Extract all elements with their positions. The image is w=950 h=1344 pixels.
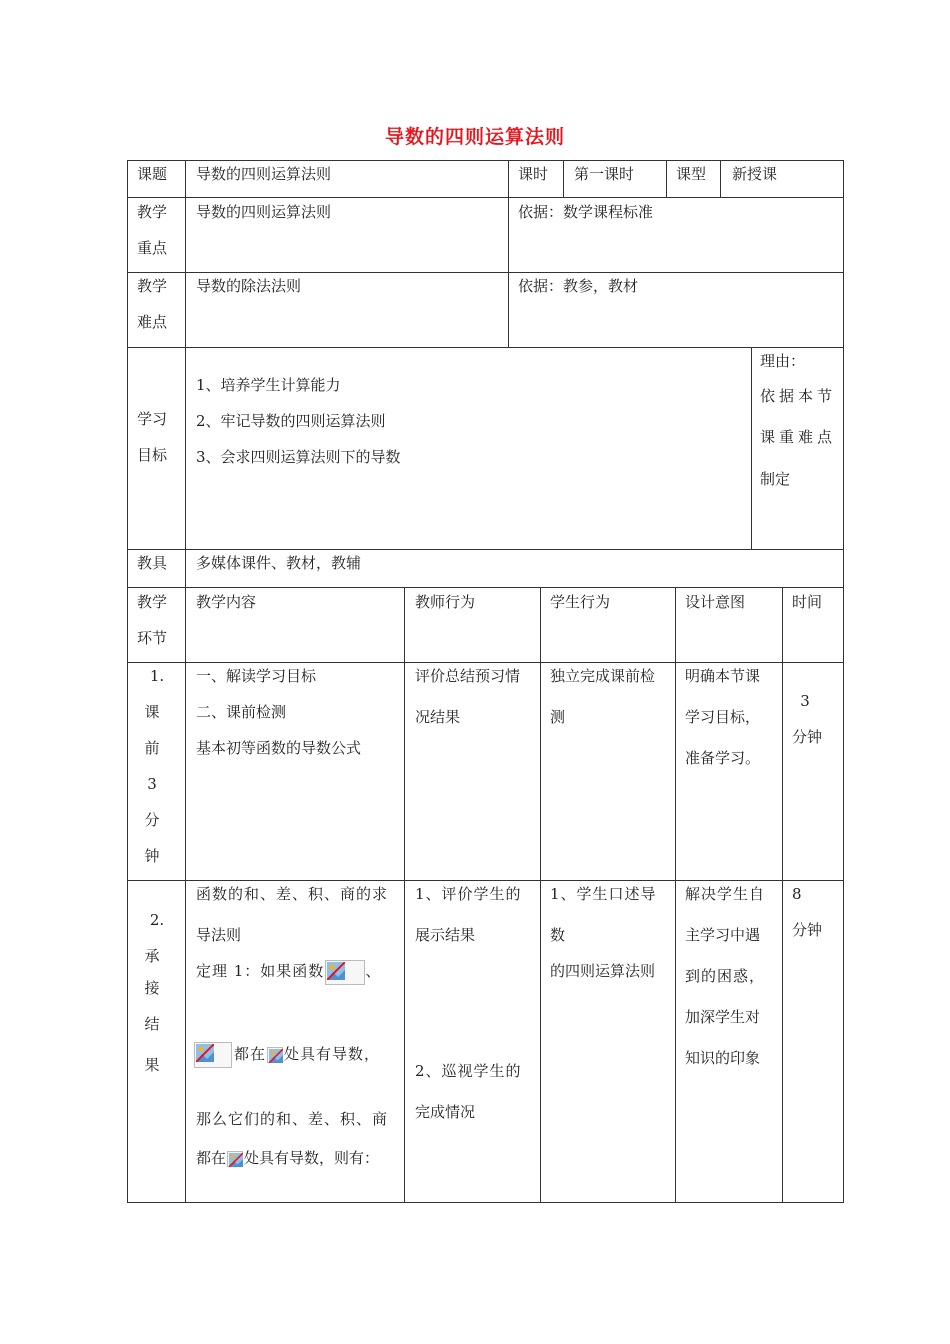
stage-text: 2. xyxy=(149,911,165,929)
formula-image-icon xyxy=(194,1042,232,1068)
intent-text: 学习目标， xyxy=(685,708,761,726)
time-text: 分钟 xyxy=(792,921,823,939)
col-divider xyxy=(508,160,509,347)
separator-text: 、 xyxy=(365,962,382,980)
content-fragment: 处具有导数，则有： xyxy=(244,1149,380,1167)
goals-reason: 依据本节 xyxy=(760,387,837,405)
student-text: 测 xyxy=(550,708,566,726)
period-value: 第一课时 xyxy=(574,165,635,183)
content-text xyxy=(196,953,381,989)
col-divider xyxy=(185,160,186,1203)
teacher-text: 评价总结预习情 xyxy=(415,667,521,685)
teacher-text: 况结果 xyxy=(415,708,461,726)
tools-value: 多媒体课件、教材，教辅 xyxy=(196,554,362,572)
col-divider xyxy=(404,587,405,1203)
subject-label: 课题 xyxy=(137,165,168,183)
content-text: 导法则 xyxy=(196,926,242,944)
col-student-header: 学生行为 xyxy=(550,593,611,611)
tools-label: 教具 xyxy=(137,554,168,572)
intent-text: 准备学习。 xyxy=(685,749,761,767)
time-text: 分钟 xyxy=(792,728,823,746)
intent-text: 到的困惑， xyxy=(685,967,766,985)
goal-item: 2、牢记导数的四则运算法则 xyxy=(196,412,386,430)
intent-text: 知识的印象 xyxy=(685,1049,761,1067)
content-text: 基本初等函数的导数公式 xyxy=(196,739,362,757)
stage-text: 结 xyxy=(144,1015,160,1033)
col-divider xyxy=(751,347,752,549)
student-text: 独立完成课前检 xyxy=(550,667,656,685)
col-content-header: 教学内容 xyxy=(196,593,257,611)
col-divider xyxy=(563,160,564,197)
time-text: 8 xyxy=(792,885,802,903)
stage-text: 钟 xyxy=(144,847,160,865)
lesson-type-label: 课型 xyxy=(676,165,707,183)
time-text: 3 xyxy=(800,692,810,710)
focus-value: 导数的四则运算法则 xyxy=(196,203,332,221)
content-text: 一、解读学习目标 xyxy=(196,667,317,685)
col-stage-header: 教学 xyxy=(137,593,168,611)
formula-image-icon xyxy=(325,960,365,985)
content-text: 函数的和、差、积、商的求 xyxy=(196,885,389,903)
col-stage-header: 环节 xyxy=(137,629,168,647)
difficulty-label: 难点 xyxy=(137,313,168,331)
content-fragment: 都在 xyxy=(196,1149,227,1167)
lesson-type-value: 新授课 xyxy=(732,165,778,183)
col-teacher-header: 教师行为 xyxy=(415,593,476,611)
col-divider xyxy=(720,160,721,197)
intent-text: 明确本节课 xyxy=(685,667,761,685)
content-fragment: 处具有导数， xyxy=(284,1045,381,1063)
goals-label: 目标 xyxy=(137,446,168,464)
goals-reason: 制定 xyxy=(760,470,791,488)
theorem-text: 定理 1：如果函数 xyxy=(196,962,325,980)
teacher-text: 展示结果 xyxy=(415,926,476,944)
goal-item: 3、会求四则运算法则下的导数 xyxy=(196,448,401,466)
col-divider xyxy=(540,587,541,1203)
intent-text: 主学习中遇 xyxy=(685,926,761,944)
formula-image-icon xyxy=(227,1151,243,1167)
col-divider xyxy=(666,160,667,197)
row-divider xyxy=(127,347,844,348)
goals-label: 学习 xyxy=(137,410,168,428)
difficulty-basis: 依据：教参，教材 xyxy=(518,277,639,295)
focus-basis: 依据：数学课程标准 xyxy=(518,203,654,221)
intent-text: 解决学生自 xyxy=(685,885,766,903)
focus-label: 重点 xyxy=(137,239,168,257)
stage-text: 1. xyxy=(149,667,165,685)
stage-text: 承 xyxy=(144,947,160,965)
goals-reason: 理由： xyxy=(760,352,806,370)
difficulty-value: 导数的除法法则 xyxy=(196,277,302,295)
stage-text: 3 xyxy=(147,775,157,793)
goal-item: 1、培养学生计算能力 xyxy=(196,376,341,394)
content-text xyxy=(194,1036,380,1072)
col-divider xyxy=(675,587,676,1203)
content-fragment: 都在 xyxy=(234,1045,267,1063)
stage-text: 接 xyxy=(144,979,160,997)
col-intent-header: 设计意图 xyxy=(685,593,746,611)
student-text: 1、学生口述导 xyxy=(550,885,657,903)
teacher-text: 完成情况 xyxy=(415,1103,476,1121)
formula-image-icon xyxy=(267,1047,283,1063)
teacher-text: 1、评价学生的 xyxy=(415,885,522,903)
intent-text: 加深学生对 xyxy=(685,1008,761,1026)
difficulty-label: 教学 xyxy=(137,277,168,295)
student-text: 数 xyxy=(550,926,566,944)
col-divider xyxy=(782,587,783,1203)
period-label: 课时 xyxy=(518,165,549,183)
stage-text: 课 xyxy=(144,703,160,721)
subject-value: 导数的四则运算法则 xyxy=(196,165,332,183)
content-text: 那么它们的和、差、积、商 xyxy=(196,1110,389,1128)
stage-text: 分 xyxy=(144,811,160,829)
teacher-text: 2、巡视学生的 xyxy=(415,1062,522,1080)
content-text xyxy=(196,1140,379,1176)
content-text: 二、课前检测 xyxy=(196,703,287,721)
stage-text: 前 xyxy=(144,739,160,757)
goals-reason: 课重难点 xyxy=(760,428,837,446)
focus-label: 教学 xyxy=(137,203,168,221)
student-text: 的四则运算法则 xyxy=(550,962,656,980)
col-time-header: 时间 xyxy=(792,593,823,611)
stage-text: 果 xyxy=(144,1056,160,1074)
page-title: 导数的四则运算法则 xyxy=(384,126,565,148)
